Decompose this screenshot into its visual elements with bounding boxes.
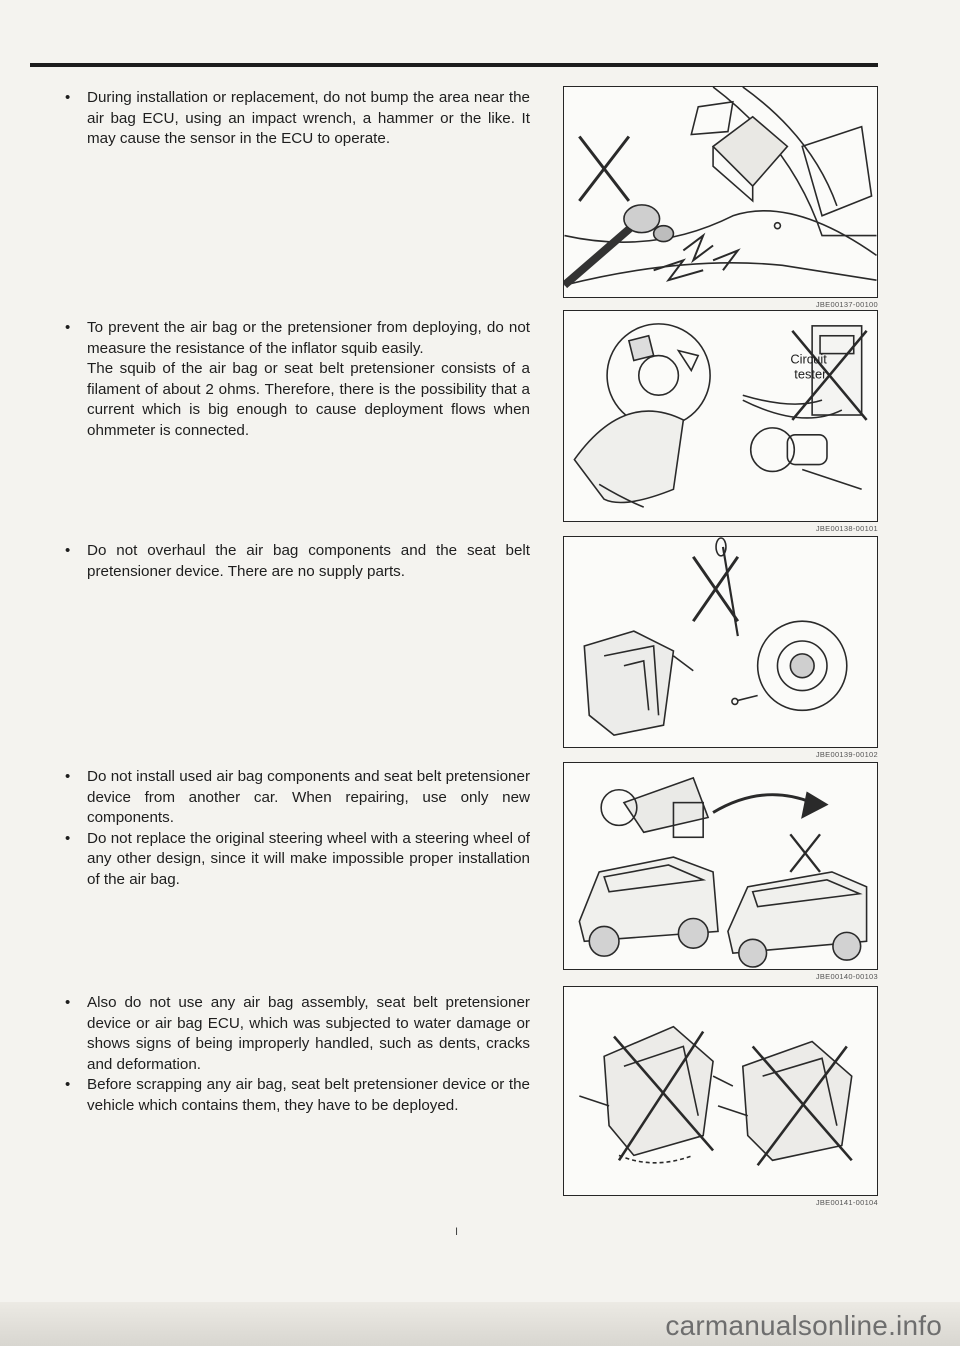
circuit-tester-illustration <box>564 311 877 521</box>
circuit-label-1: Circuit <box>790 351 827 367</box>
paragraph: • To prevent the air bag or the pretensioner from deploying, do not measure the resistance of the inflator squib easily. <box>87 319 530 357</box>
section-squib-resistance <box>60 318 530 441</box>
bullet-item <box>60 993 530 1075</box>
bullet-item <box>60 829 530 891</box>
paragraph: • During installation or replacement, do not bump the area near the air bag ECU, using an impact wrench, a hammer or the like. It may cause the sensor in the ECU to operate. <box>87 89 530 147</box>
figure-code: JBE00138-00101 <box>815 524 878 533</box>
damaged-ecu-illustration <box>564 987 877 1195</box>
paragraph: The squib of the air bag or seat belt pretensioner consists of a filament of about 2 ohms. Therefore, there is the possibility that a current which is big enough to cause deployment flows when ohmmeter is connected. <box>87 360 530 439</box>
bullet-item <box>60 541 530 582</box>
figure-circuit-tester <box>563 310 878 522</box>
watermark-bar <box>0 1302 960 1346</box>
figure-code: JBE00140-00103 <box>815 972 878 981</box>
figure-code: JBE00137-00100 <box>815 300 878 309</box>
paragraph: • Do not overhaul the air bag components and the seat belt pretensioner device. There are no supply parts. <box>87 542 530 580</box>
section-ecu-bump <box>60 88 530 150</box>
hammer-ecu-illustration <box>564 87 877 297</box>
circuit-label-2: tester <box>794 366 827 382</box>
figure-code: JBE00139-00102 <box>815 750 878 759</box>
bullet-item <box>60 767 530 829</box>
top-rule <box>30 63 878 67</box>
paragraph: • Before scrapping any air bag, seat belt pretensioner device or the vehicle which contains them, they have to be deployed. <box>87 1076 530 1114</box>
used-components-cars-illustration <box>564 763 877 969</box>
paragraph: • Do not replace the original steering wheel with a steering wheel of any other design, since it will make impossible proper installation of the air bag. <box>87 829 530 888</box>
figure-used-components-cars <box>563 762 878 970</box>
paragraph: • Also do not use any air bag assembly, seat belt pretensioner device or air bag ECU, which was subjected to water damage or shows signs of being improperly handled, such as dents, cracks and deformation. <box>87 994 530 1073</box>
page-number: I <box>455 1226 459 1238</box>
paragraph: • Do not install used air bag components and seat belt pretensioner device from another car. When repairing, use only new components. <box>87 768 530 826</box>
figure-no-overhaul <box>563 536 878 748</box>
figure-hammer-ecu <box>563 86 878 298</box>
figure-damaged-ecu <box>563 986 878 1196</box>
bullet-item <box>60 1075 530 1116</box>
section-water-damage <box>60 993 530 1116</box>
no-overhaul-illustration <box>564 537 877 747</box>
figure-code: JBE00141-00104 <box>815 1198 878 1207</box>
section-used-components <box>60 767 530 890</box>
bullet-item <box>60 318 530 441</box>
watermark-text[interactable]: carmanualsonline.info <box>665 1310 942 1341</box>
bullet-item <box>60 88 530 150</box>
section-no-overhaul <box>60 541 530 582</box>
